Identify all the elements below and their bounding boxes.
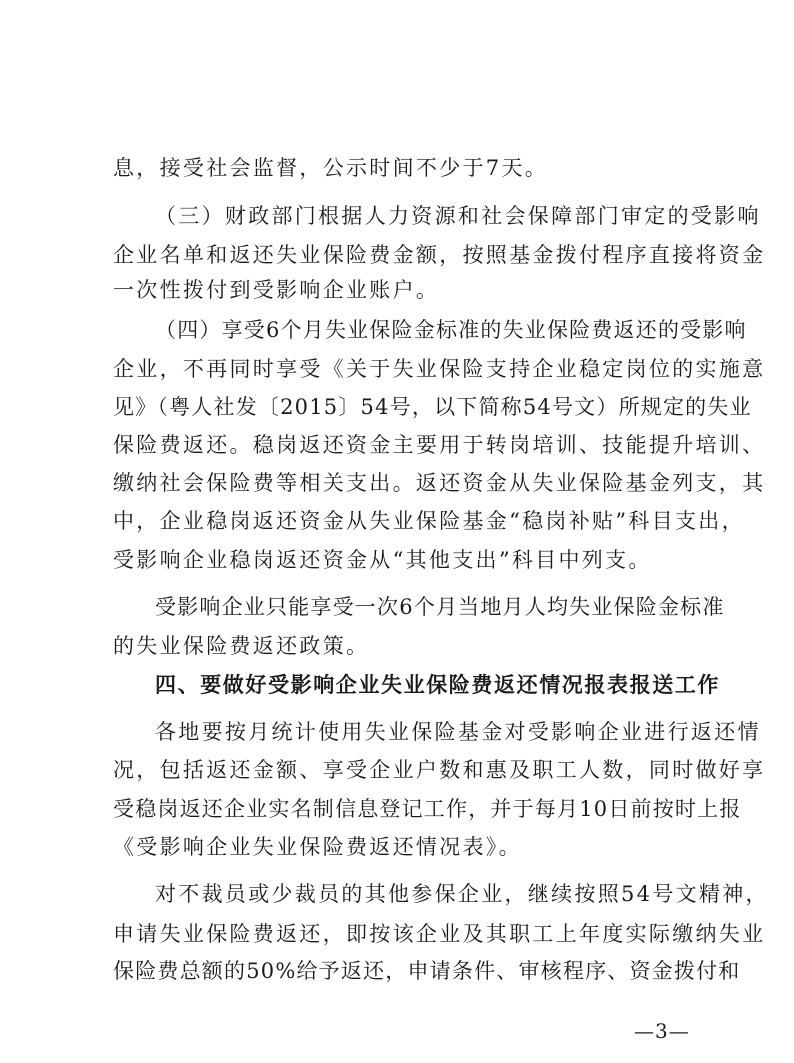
paragraph-line: 见》（粤人社发〔2015〕54号，以下简称54号文）所规定的失业 <box>113 395 752 419</box>
paragraph-line: 缴纳社会保险费等相关支出。返还资金从失业保险基金列支，其 <box>113 471 766 495</box>
paragraph-line: 受影响企业稳岗返还资金从“其他支出”科目中列支。 <box>113 548 652 572</box>
section-heading: 四、要做好受影响企业失业保险费返还情况报表报送工作 <box>155 673 720 697</box>
paragraph-line: 一次性拨付到受影响企业账户。 <box>113 278 440 302</box>
paragraph-line: （四）享受6个月失业保险金标准的失业保险费返还的受影响 <box>155 318 747 342</box>
paragraph-line: 企业，不再同时享受《关于失业保险支持企业稳定岗位的实施意 <box>113 357 766 381</box>
paragraph-line: 企业名单和返还失业保险费金额，按照基金拨付程序直接将资金 <box>113 243 766 267</box>
paragraph-line: 受影响企业只能享受一次6个月当地月人均失业保险金标准 <box>155 595 725 619</box>
paragraph-line: 息，接受社会监督，公示时间不少于7天。 <box>113 156 549 180</box>
paragraph-line: 保险费返还。稳岗返还资金主要用于转岗培训、技能提升培训、 <box>113 433 766 457</box>
paragraph-line: 中，企业稳岗返还资金从失业保险基金“稳岗补贴”科目支出， <box>113 509 745 533</box>
paragraph-line: 受稳岗返还企业实名制信息登记工作，并于每月10日前按时上报 <box>113 797 742 821</box>
paragraph-line: （三）财政部门根据人力资源和社会保障部门审定的受影响 <box>155 204 761 228</box>
page-number: —3— <box>634 1019 690 1043</box>
paragraph-line: 各地要按月统计使用失业保险基金对受影响企业进行返还情 <box>155 720 761 744</box>
paragraph-line: 申请失业保险费返还，即按该企业及其职工上年度实际缴纳失业 <box>113 922 766 946</box>
paragraph-line: 对不裁员或少裁员的其他参保企业，继续按照54号文精神， <box>155 882 769 906</box>
paragraph-line: 保险费总额的50%给予返还，申请条件、审核程序、资金拨付和 <box>113 959 741 983</box>
paragraph-line: 况，包括返还金额、享受企业户数和惠及职工人数，同时做好享 <box>113 758 766 782</box>
paragraph-line: 的失业保险费返还政策。 <box>113 634 370 658</box>
paragraph-line: 《受影响企业失业保险费返还情况表》。 <box>113 835 522 859</box>
